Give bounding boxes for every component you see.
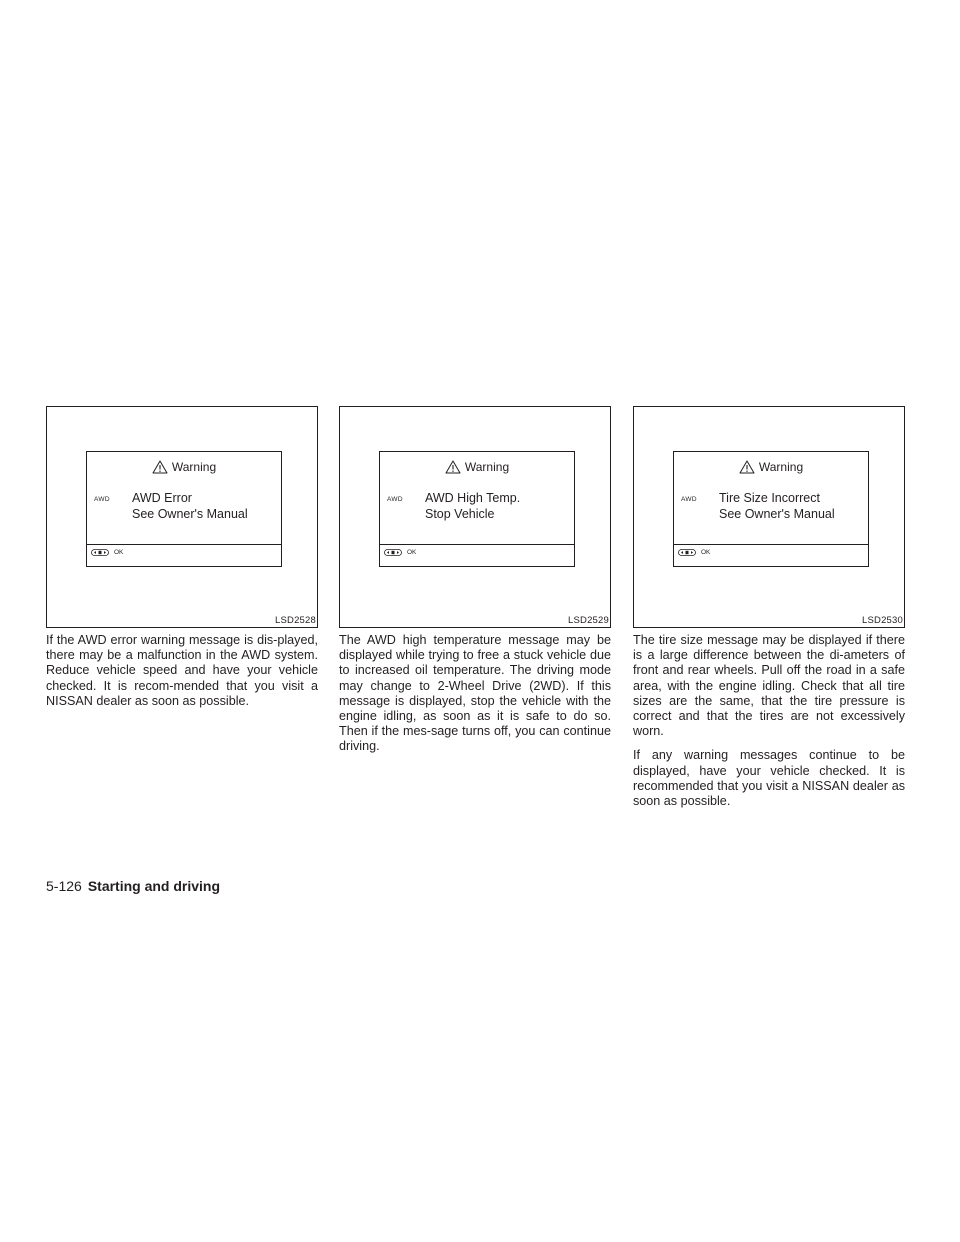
figure-code: LSD2530 xyxy=(861,615,903,626)
ok-label: OK xyxy=(114,549,124,556)
text-column-3 xyxy=(633,633,905,818)
divider xyxy=(674,544,868,545)
paragraph-awd-high-temp: The AWD high temperature message may be displayed while trying to free a stuck vehicle due to increased oil temperature. The driving mode may change to 2-Wheel Drive (2WD). If this message is displayed, stop the vehicle with the engine idling, as soon as it is safe to do so. Then if the mes-sage turns off, you can continue driving. xyxy=(339,633,611,754)
warning-triangle-icon xyxy=(445,460,461,474)
awd-label: AWD xyxy=(387,496,403,503)
page-footer xyxy=(46,878,220,894)
message-line-1: Tire Size Incorrect xyxy=(719,491,820,505)
steering-switch-icon xyxy=(91,549,109,556)
warning-triangle-icon xyxy=(739,460,755,474)
message-line-2: See Owner's Manual xyxy=(132,507,248,521)
figure-awd-high-temp xyxy=(339,406,611,628)
divider xyxy=(87,544,281,545)
display-screen xyxy=(673,451,869,567)
awd-label: AWD xyxy=(681,496,697,503)
paragraph-awd-error: If the AWD error warning message is dis-played, there may be a malfunction in the AWD system. Reduce vehicle speed and have your vehicle checked. It is recom-mended that you visit a NISSAN dealer as soon as possible. xyxy=(46,633,318,708)
warning-message xyxy=(719,490,835,522)
warning-header xyxy=(87,457,281,477)
section-title: Starting and driving xyxy=(87,878,221,894)
steering-switch-icon xyxy=(678,549,696,556)
steering-switch-icon xyxy=(384,549,402,556)
message-line-2: Stop Vehicle xyxy=(425,507,495,521)
warning-message xyxy=(132,490,248,522)
paragraph-continued-warnings: If any warning messages continue to be displayed, have your vehicle checked. It is recommended that you visit a NISSAN dealer as soon as possible. xyxy=(633,748,905,809)
page-number: 5-126 xyxy=(46,878,82,894)
figure-code: LSD2529 xyxy=(567,615,609,626)
warning-message xyxy=(425,490,520,522)
warning-title: Warning xyxy=(464,460,510,474)
ok-label: OK xyxy=(701,549,711,556)
ok-label: OK xyxy=(407,549,417,556)
warning-header xyxy=(380,457,574,477)
message-line-1: AWD Error xyxy=(132,491,192,505)
warning-title: Warning xyxy=(758,460,804,474)
divider xyxy=(380,544,574,545)
text-column-2 xyxy=(339,633,611,764)
display-screen xyxy=(379,451,575,567)
awd-label: AWD xyxy=(94,496,110,503)
figure-awd-error xyxy=(46,406,318,628)
message-line-1: AWD High Temp. xyxy=(425,491,521,505)
text-column-1 xyxy=(46,633,318,718)
ok-row xyxy=(384,549,416,556)
ok-row xyxy=(678,549,710,556)
warning-title: Warning xyxy=(171,460,217,474)
ok-row xyxy=(91,549,123,556)
figure-code: LSD2528 xyxy=(274,615,316,626)
warning-header xyxy=(674,457,868,477)
paragraph-tire-size: The tire size message may be displayed if there is a large difference between the di-ameters of front and rear wheels. Pull off the road in a safe area, with the engine idling. Check that all tire sizes are the same, that the tire pressure is correct and that the tires are not excessively worn. xyxy=(633,633,905,739)
warning-triangle-icon xyxy=(152,460,168,474)
display-screen xyxy=(86,451,282,567)
figure-tire-size-incorrect xyxy=(633,406,905,628)
message-line-2: See Owner's Manual xyxy=(719,507,835,521)
